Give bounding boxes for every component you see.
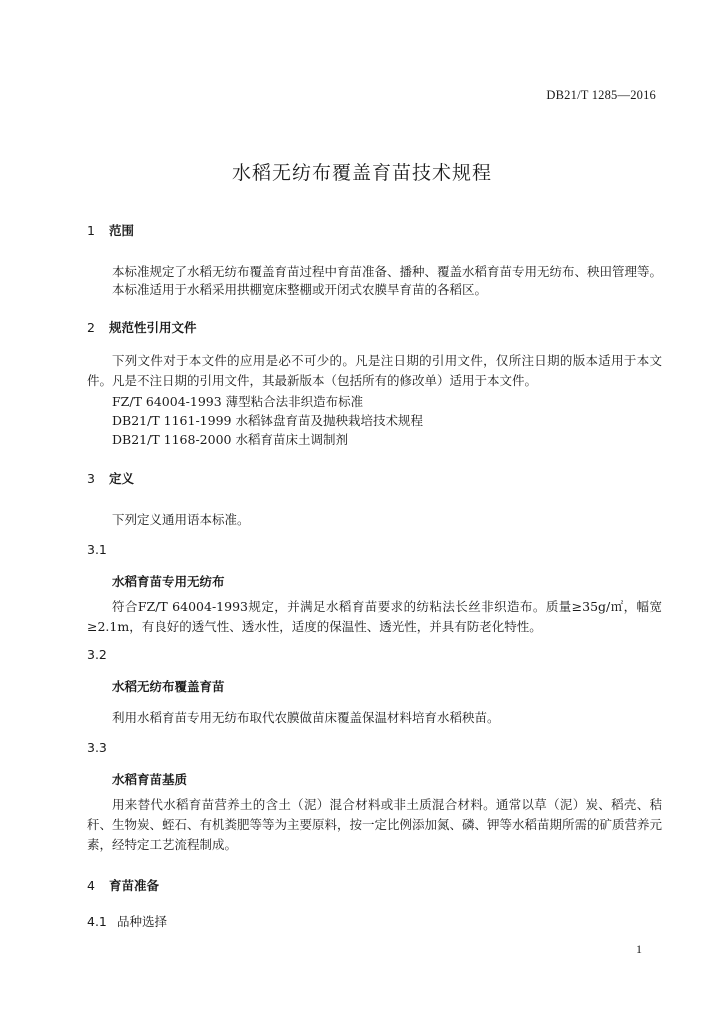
definition-3-3-number: 3.3	[87, 740, 107, 755]
definition-3-2-number: 3.2	[87, 647, 107, 662]
section-1-line-2: 本标准适用于水稻采用拱棚宽床整棚或开闭式农膜旱育苗的各稻区。	[112, 282, 488, 297]
definition-3-1-number: 3.1	[87, 542, 107, 557]
section-1-title: 范围	[109, 223, 135, 238]
section-1-line-1: 本标准规定了水稻无纺布覆盖育苗过程中育苗准备、播种、覆盖水稻育苗专用无纺布、秧田管理等。	[112, 264, 663, 279]
section-1-number: 1	[87, 223, 95, 238]
document-title: 水稻无纺布覆盖育苗技术规程	[231, 162, 492, 184]
subsection-4-1-heading	[87, 912, 167, 930]
section-1-heading	[87, 221, 134, 239]
section-2-paragraph: 下列文件对于本文件的应用是必不可少的。凡是注日期的引用文件，仅所注日期的版本适用于本文件。凡是不注日期的引用文件，其最新版本（包括所有的修改单）适用于本文件。	[87, 353, 662, 388]
section-2-title: 规范性引用文件	[109, 320, 197, 335]
standard-code: DB21/T 1285—2016	[546, 88, 656, 102]
definition-3-1-text: 符合FZ/T 64004-1993规定，并满足水稻育苗要求的纺粘法长丝非织造布。质量≥35g/㎡，幅宽≥2.1m，有良好的透气性、透水性，适度的保温性、透光性，并具有防老化特性。	[87, 599, 662, 634]
subsection-4-1-number: 4.1	[87, 914, 107, 929]
definition-3-2-text: 利用水稻育苗专用无纺布取代农膜做苗床覆盖保温材料培育水稻秧苗。	[112, 710, 500, 725]
section-3-number: 3	[87, 471, 95, 486]
definition-3-1-term: 水稻育苗专用无纺布	[112, 574, 225, 589]
section-3-intro: 下列定义通用语本标准。	[112, 512, 250, 527]
section-4-number: 4	[87, 878, 95, 893]
definition-3-3-term: 水稻育苗基质	[112, 772, 188, 787]
section-3-heading	[87, 469, 134, 487]
section-2-number: 2	[87, 320, 95, 335]
subsection-4-1-title: 品种选择	[117, 914, 168, 929]
definition-3-3-text: 用来替代水稻育苗营养土的含土（泥）混合材料或非土质混合材料。通常以草（泥）炭、稻壳、秸秆、生物炭、蛭石、有机粪肥等等为主要原料，按一定比例添加氮、磷、钾等水稻苗期所需的矿质营养元素，经特定工艺流程制成。	[87, 797, 663, 852]
reference-2: DB21/T 1161-1999 水稻钵盘育苗及抛秧栽培技术规程	[112, 413, 423, 428]
section-2-heading	[87, 318, 197, 336]
definition-3-2-term: 水稻无纺布覆盖育苗	[112, 679, 225, 694]
reference-3: DB21/T 1168-2000 水稻育苗床土调制剂	[112, 432, 348, 447]
section-4-heading	[87, 876, 159, 894]
section-3-title: 定义	[109, 471, 135, 486]
section-4-title: 育苗准备	[109, 878, 160, 893]
page-number: 1	[636, 942, 642, 956]
reference-1: FZ/T 64004-1993 薄型粘合法非织造布标准	[112, 394, 364, 409]
